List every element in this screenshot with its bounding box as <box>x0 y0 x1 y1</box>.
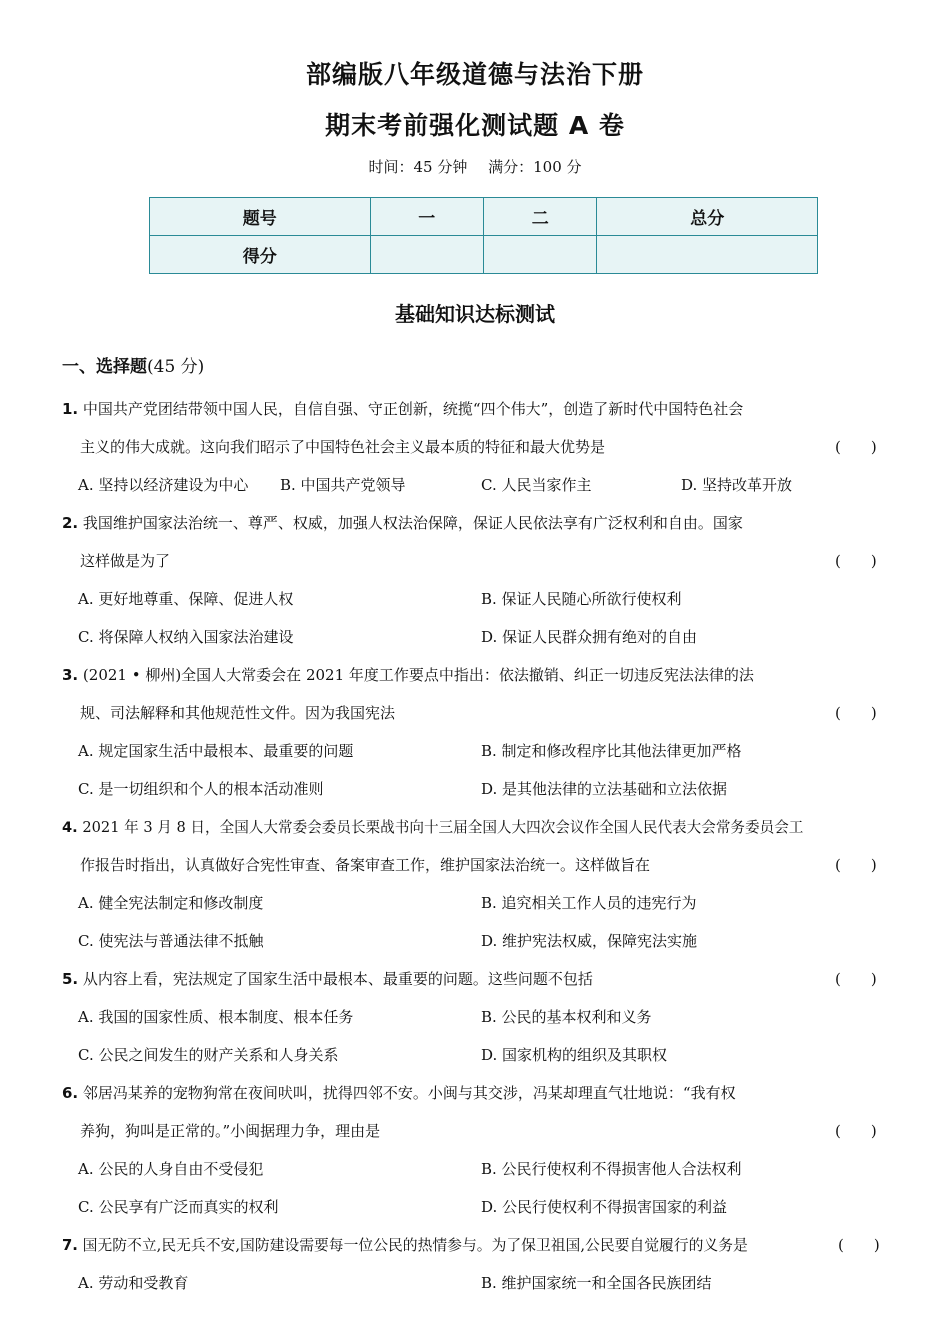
document-title: 部编版八年级道德与法治下册 <box>305 60 644 89</box>
question-text: 我国维护国家法治统一、尊严、权威，加强人权法治保障，保证人民依法享有广泛权利和自由。国家 <box>82 514 743 532</box>
question-text: 2021 年 3 月 8 日，全国人大常委会委员长栗战书向十三届全国人大四次会议作全国人民代表大会常务委员会工 <box>82 819 804 836</box>
score-table-cell: 二 <box>483 198 596 236</box>
question-2-line-1 <box>62 512 743 533</box>
score-table-cell <box>370 236 483 274</box>
option-b: B. 公民的基本权利和义务 <box>481 1008 652 1026</box>
option-d: D. 是其他法律的立法基础和立法依据 <box>481 780 728 798</box>
question-number: 2. <box>62 514 79 532</box>
question-number: 1. <box>62 400 79 418</box>
question-text: 国无防不立,民无兵不安,国防建设需要每一位公民的热情参与。为了保卫祖国,公民要自觉履行的义务是 <box>82 1237 748 1254</box>
question-2-line-2: 这样做是为了 <box>80 552 171 570</box>
option-a: A. 规定国家生活中最根本、最重要的问题 <box>78 742 354 760</box>
question-number: 3. <box>62 666 79 684</box>
option-d: D. 维护宪法权威，保障宪法实施 <box>481 932 698 950</box>
option-c: C. 是一切组织和个人的根本活动准则 <box>78 780 324 798</box>
question-4-line-2: 作报告时指出，认真做好合宪性审查、备案审查工作，维护国家法治统一。这样做旨在 <box>80 856 651 874</box>
option-b: B. 中国共产党领导 <box>280 476 406 494</box>
answer-blank[interactable]: ( ) <box>835 704 877 722</box>
option-d: D. 保证人民群众拥有绝对的自由 <box>481 628 698 646</box>
option-b: B. 保证人民随心所欲行使权利 <box>481 590 682 608</box>
score-table-cell <box>597 236 818 274</box>
answer-blank[interactable]: ( ) <box>835 552 877 570</box>
option-a: A. 更好地尊重、保障、促进人权 <box>78 590 294 608</box>
question-number: 7. <box>62 1237 78 1254</box>
question-text: 从内容上看，宪法规定了国家生活中最根本、最重要的问题。这些问题不包括 <box>82 970 593 988</box>
question-text: 邻居冯某养的宠物狗常在夜间吠叫，扰得四邻不安。小闽与其交涉，冯某却理直气壮地说：“我有权 <box>82 1084 736 1102</box>
part-points: (45 分) <box>147 357 205 377</box>
option-a: A. 我国的国家性质、根本制度、根本任务 <box>78 1008 354 1026</box>
option-d: D. 国家机构的组织及其职权 <box>481 1046 668 1064</box>
score-table-cell: 总分 <box>597 198 818 236</box>
option-c: C. 公民之间发生的财产关系和人身关系 <box>78 1046 339 1064</box>
score-table-header-row <box>150 198 818 236</box>
option-b: B. 维护国家统一和全国各民族团结 <box>481 1274 712 1292</box>
question-number: 5. <box>62 970 79 988</box>
question-1-line-1 <box>62 398 743 419</box>
option-a: A. 公民的人身自由不受侵犯 <box>78 1160 264 1178</box>
question-1-line-2: 主义的伟大成就。这向我们昭示了中国特色社会主义最本质的特征和最大优势是 <box>80 438 606 456</box>
part-heading <box>62 352 204 377</box>
document-subtitle: 期末考前强化测试题 A 卷 <box>325 111 625 140</box>
score-table-cell: 一 <box>370 198 483 236</box>
part-label: 一、选择题 <box>62 357 147 377</box>
option-a: A. 劳动和受教育 <box>78 1274 189 1292</box>
question-3-line-2: 规、司法解释和其他规范性文件。因为我国宪法 <box>80 704 396 722</box>
exam-time: 时间：45 分钟 <box>368 158 468 176</box>
question-5-line-1 <box>62 968 593 989</box>
score-table-cell <box>483 236 596 274</box>
question-4-line-1 <box>62 816 803 837</box>
question-6-line-2: 养狗，狗叫是正常的。”小闽据理力争，理由是 <box>80 1122 381 1140</box>
option-a: A. 健全宪法制定和修改制度 <box>78 894 264 912</box>
question-number: 4. <box>62 819 78 836</box>
answer-blank[interactable]: ( ) <box>835 856 877 874</box>
option-d: D. 坚持改革开放 <box>681 476 793 494</box>
option-c: C. 公民享有广泛而真实的权利 <box>78 1198 279 1216</box>
option-b: B. 公民行使权利不得损害他人合法权利 <box>481 1160 742 1178</box>
question-text: 中国共产党团结带领中国人民，自信自强、守正创新，统揽“四个伟大”，创造了新时代中国特色社会 <box>82 400 744 418</box>
question-text: (2021 • 柳州)全国人大常委会在 2021 年度工作要点中指出：依法撤销、纠正一切违反宪法法律的法 <box>82 666 754 684</box>
score-table-cell: 得分 <box>150 236 371 274</box>
section-title: 基础知识达标测试 <box>395 302 555 326</box>
exam-meta <box>0 156 950 177</box>
option-b: B. 追究相关工作人员的违宪行为 <box>481 894 697 912</box>
option-c: C. 使宪法与普通法律不抵触 <box>78 932 264 950</box>
option-b: B. 制定和修改程序比其他法律更加严格 <box>481 742 742 760</box>
answer-blank[interactable]: ( ) <box>835 438 877 456</box>
answer-blank[interactable]: ( ) <box>838 1236 880 1254</box>
question-3-line-1 <box>62 664 754 685</box>
answer-blank[interactable]: ( ) <box>835 1122 877 1140</box>
option-a: A. 坚持以经济建设为中心 <box>78 476 249 494</box>
option-c: C. 将保障人权纳入国家法治建设 <box>78 628 294 646</box>
question-6-line-1 <box>62 1082 736 1103</box>
option-d: D. 公民行使权利不得损害国家的利益 <box>481 1198 728 1216</box>
score-table-cell: 题号 <box>150 198 371 236</box>
score-table <box>149 197 818 274</box>
question-7-line-1 <box>62 1234 748 1255</box>
exam-full-score: 满分：100 分 <box>488 158 582 176</box>
score-table-score-row <box>150 236 818 274</box>
option-c: C. 人民当家作主 <box>481 476 592 494</box>
question-number: 6. <box>62 1084 79 1102</box>
answer-blank[interactable]: ( ) <box>835 970 877 988</box>
